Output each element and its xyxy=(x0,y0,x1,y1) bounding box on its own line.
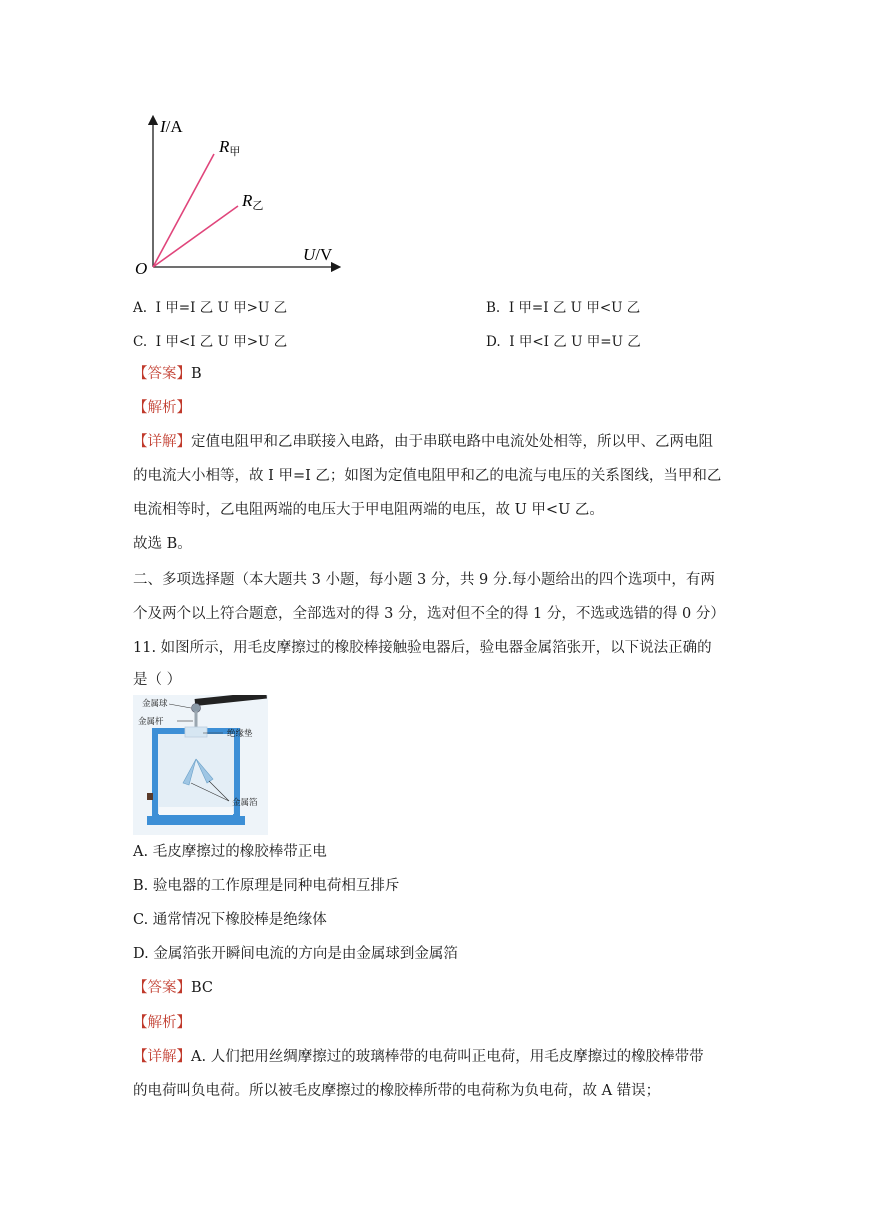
q11-option-d: D. 金属箔张开瞬间电流的方向是由金属球到金属箔 xyxy=(133,946,458,962)
q10-option-b: B. I 甲=I 乙 U 甲<U 乙 xyxy=(486,300,641,316)
q11-option-a: A. 毛皮摩擦过的橡胶棒带正电 xyxy=(133,844,327,860)
label-metal-rod: 金属杆 xyxy=(138,717,164,727)
q11-analysis-label: 【解析】 xyxy=(133,1015,191,1031)
label-insulator: 绝缘垫 xyxy=(227,729,253,739)
q10-answer: 【答案】B xyxy=(133,366,202,382)
q11-stem-line2: 是（ ） xyxy=(133,672,182,688)
x-axis-label: U/V xyxy=(303,245,333,264)
q11-option-c: C. 通常情况下橡胶棒是绝缘体 xyxy=(133,912,327,928)
q10-detail-line1: 【详解】定值电阻甲和乙串联接入电路，由于串联电路中电流处处相等，所以甲、乙两电阻 xyxy=(133,434,713,450)
q10-analysis-label: 【解析】 xyxy=(133,400,191,416)
q10-detail-line3: 电流相等时，乙电阻两端的电压大于甲电阻两端的电压，故 U 甲<U 乙。 xyxy=(133,502,604,518)
line-r-yi xyxy=(153,206,238,267)
section2-line2: 个及两个以上符合题意，全部选对的得 3 分，选对但不全的得 1 分，不选或选错的得 0 分） xyxy=(133,606,725,622)
q10-option-c: C. I 甲<I 乙 U 甲>U 乙 xyxy=(133,334,288,350)
r-jia-label: R甲 xyxy=(219,137,241,158)
label-metal-foil: 金属箔 xyxy=(232,798,258,808)
q10-conclusion: 故选 B。 xyxy=(133,536,192,552)
section2-line1: 二、多项选择题（本大题共 3 小题，每小题 3 分，共 9 分.每小题给出的四个选项中，有两 xyxy=(133,572,715,588)
q11-answer: 【答案】BC xyxy=(133,980,214,996)
q10-detail-line2: 的电流大小相等，故 I 甲=I 乙；如图为定值电阻甲和乙的电流与电压的关系图线，当甲和乙 xyxy=(133,468,722,484)
q10-option-a: A. I 甲=I 乙 U 甲>U 乙 xyxy=(133,300,288,316)
jar-frame xyxy=(155,731,237,817)
q11-stem-line1: 11. 如图所示，用毛皮摩擦过的橡胶棒接触验电器后，验电器金属箔张开，以下说法正确的 xyxy=(133,640,712,656)
origin-label: O xyxy=(135,259,148,278)
q11-option-b: B. 验电器的工作原理是同种电荷相互排斥 xyxy=(133,878,400,894)
iu-graph xyxy=(128,110,348,280)
jar-base xyxy=(147,816,245,825)
label-metal-ball: 金属球 xyxy=(142,699,168,709)
q11-detail-line2: 的电荷叫负电荷。所以被毛皮摩擦过的橡胶棒所带的电荷称为负电荷，故 A 错误； xyxy=(133,1083,661,1099)
q11-detail-line1: 【详解】A. 人们把用丝绸摩擦过的玻璃棒带的电荷叫正电荷，用毛皮摩擦过的橡胶棒带带 xyxy=(133,1049,704,1065)
q10-option-d: D. I 甲<I 乙 U 甲=U 乙 xyxy=(486,334,641,350)
r-yi-label: R乙 xyxy=(242,191,264,212)
line-r-jia xyxy=(153,154,214,267)
y-axis-label: I/A xyxy=(160,117,183,136)
